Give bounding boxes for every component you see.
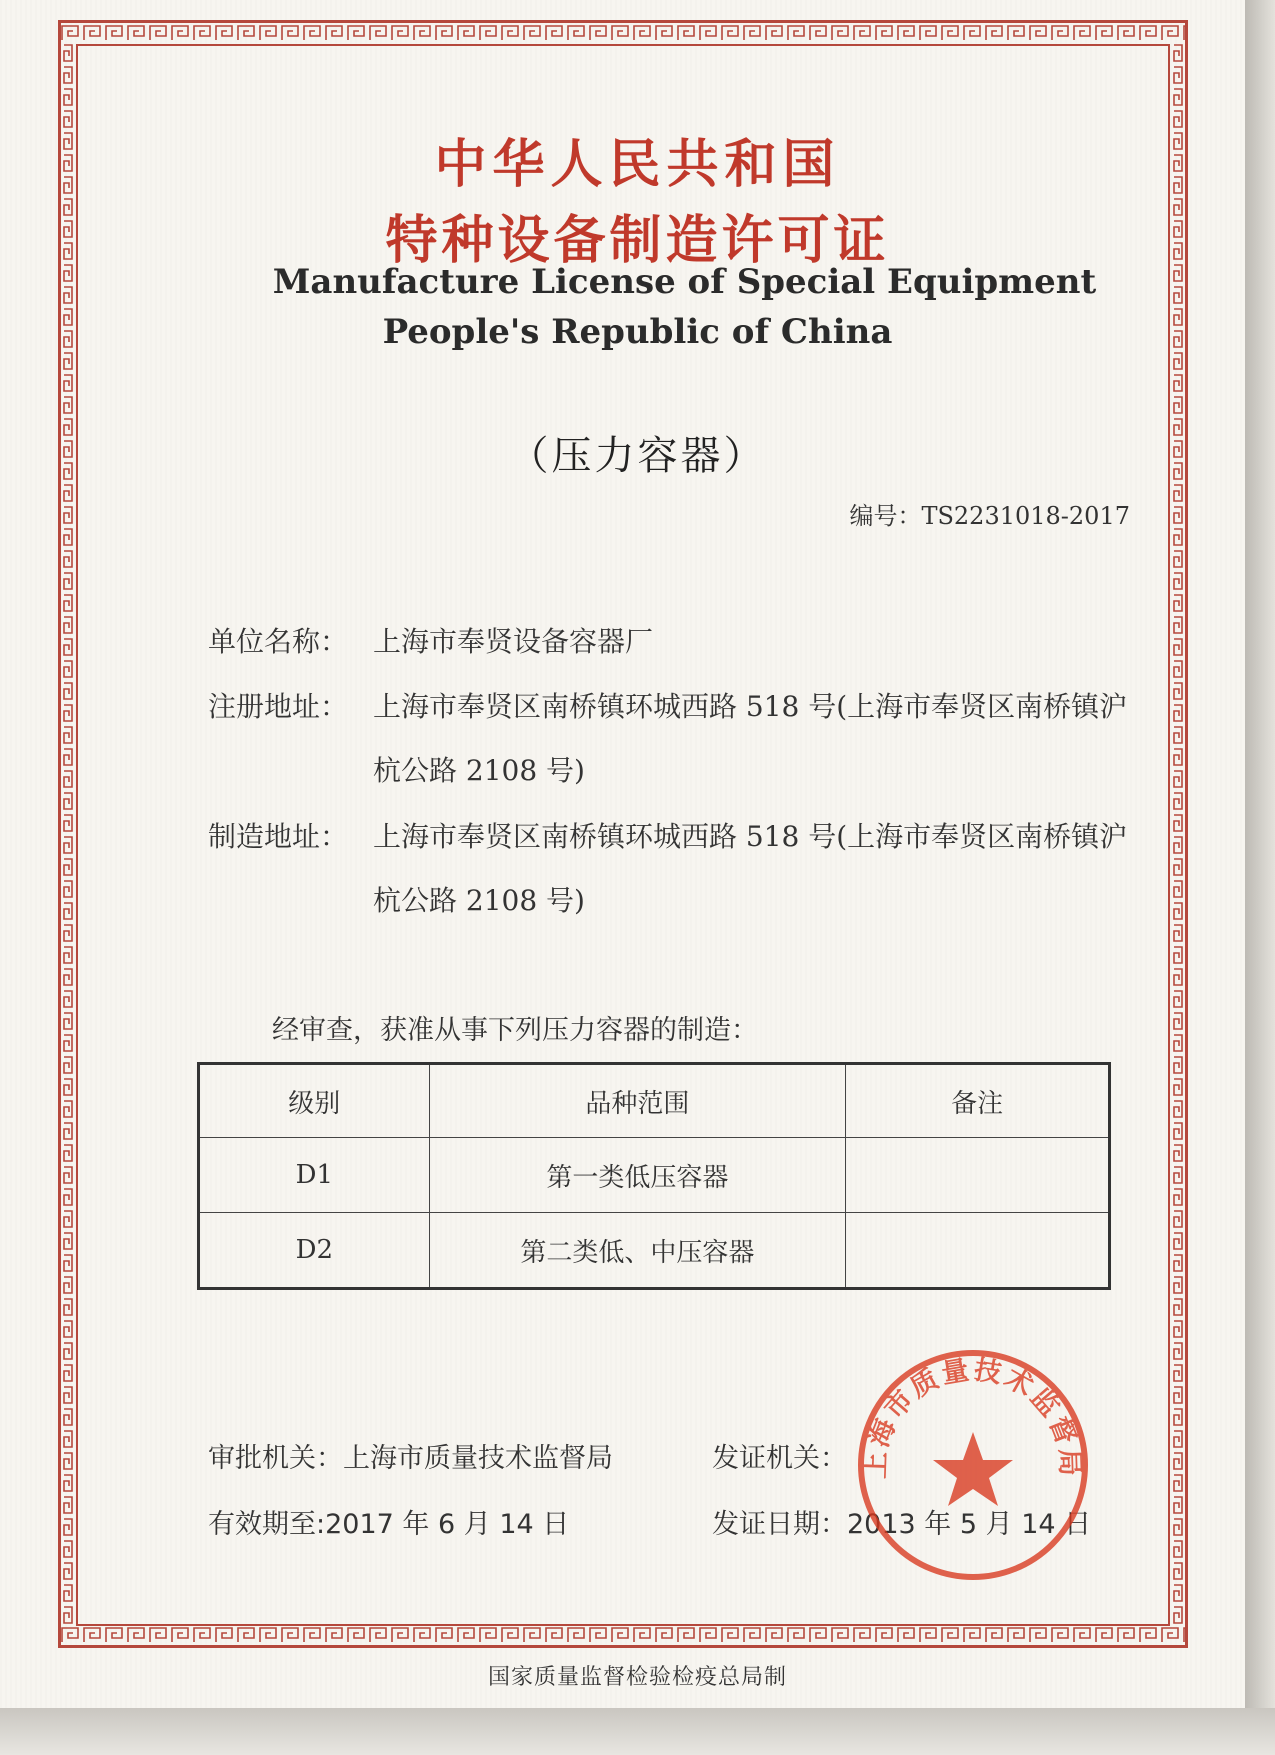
company-name-label: 单位名称： [208, 625, 349, 658]
title-english-line1: Manufacture License of Special Equipment [272, 262, 1097, 302]
seal-text: 上海市质量技术监督局 [860, 1354, 1086, 1480]
manufacture-address-value: 上海市奉贤区南桥镇环城西路 518 号(上海市奉贤区南桥镇沪杭公路 2108 号) [373, 820, 1128, 917]
header-level: 级别 [199, 1064, 430, 1138]
registered-address-value: 上海市奉贤区南桥镇环城西路 518 号(上海市奉贤区南桥镇沪杭公路 2108 号) [373, 690, 1128, 787]
header-scope: 品种范围 [429, 1064, 846, 1138]
cell-remark [846, 1213, 1110, 1289]
approval-authority-value: 上海市质量技术监督局 [343, 1443, 613, 1474]
valid-until: 有效期至:2017 年 6 月 14 日 [208, 1509, 570, 1540]
fret-border-bottom [61, 1625, 1185, 1645]
issuing-authority-label: 发证机关： [712, 1443, 847, 1474]
manufacture-address-row [208, 805, 1133, 933]
equipment-category: （压力容器） [508, 433, 767, 479]
registered-address-label: 注册地址： [208, 690, 349, 723]
title-english-line2: People's Republic of China [382, 312, 893, 352]
official-seal [848, 1340, 1098, 1590]
scope-table [197, 1062, 1111, 1290]
company-name-row [208, 610, 1133, 674]
cell-scope: 第一类低压容器 [429, 1138, 846, 1213]
cell-scope: 第二类低、中压容器 [429, 1213, 846, 1289]
cell-remark [846, 1138, 1110, 1213]
cell-level: D1 [199, 1138, 430, 1213]
license-number: 编号：TS2231018-2017 [849, 502, 1130, 530]
table-row [199, 1213, 1110, 1289]
scope-table-header [199, 1064, 1110, 1138]
fret-border-top [61, 23, 1185, 43]
cell-level: D2 [199, 1213, 430, 1289]
title-chinese-line2: 特种设备制造许可证 [385, 211, 890, 271]
star-icon [933, 1432, 1013, 1506]
issue-date: 发证日期：2013 年 5 月 14 日 [712, 1509, 1092, 1540]
manufacture-address-label: 制造地址： [208, 820, 349, 853]
approval-authority [208, 1436, 613, 1475]
scan-shadow-bottom [0, 1708, 1275, 1755]
approval-authority-label: 审批机关： [208, 1443, 343, 1474]
registered-address-row [208, 675, 1133, 803]
approval-statement: 经审查，获准从事下列压力容器的制造： [272, 1015, 758, 1046]
header-remark: 备注 [846, 1064, 1110, 1138]
title-chinese-line1: 中华人民共和国 [434, 135, 841, 195]
table-row [199, 1138, 1110, 1213]
bottom-issuer: 国家质量监督检验检疫总局制 [487, 1665, 787, 1690]
company-name-value: 上海市奉贤设备容器厂 [373, 625, 654, 658]
